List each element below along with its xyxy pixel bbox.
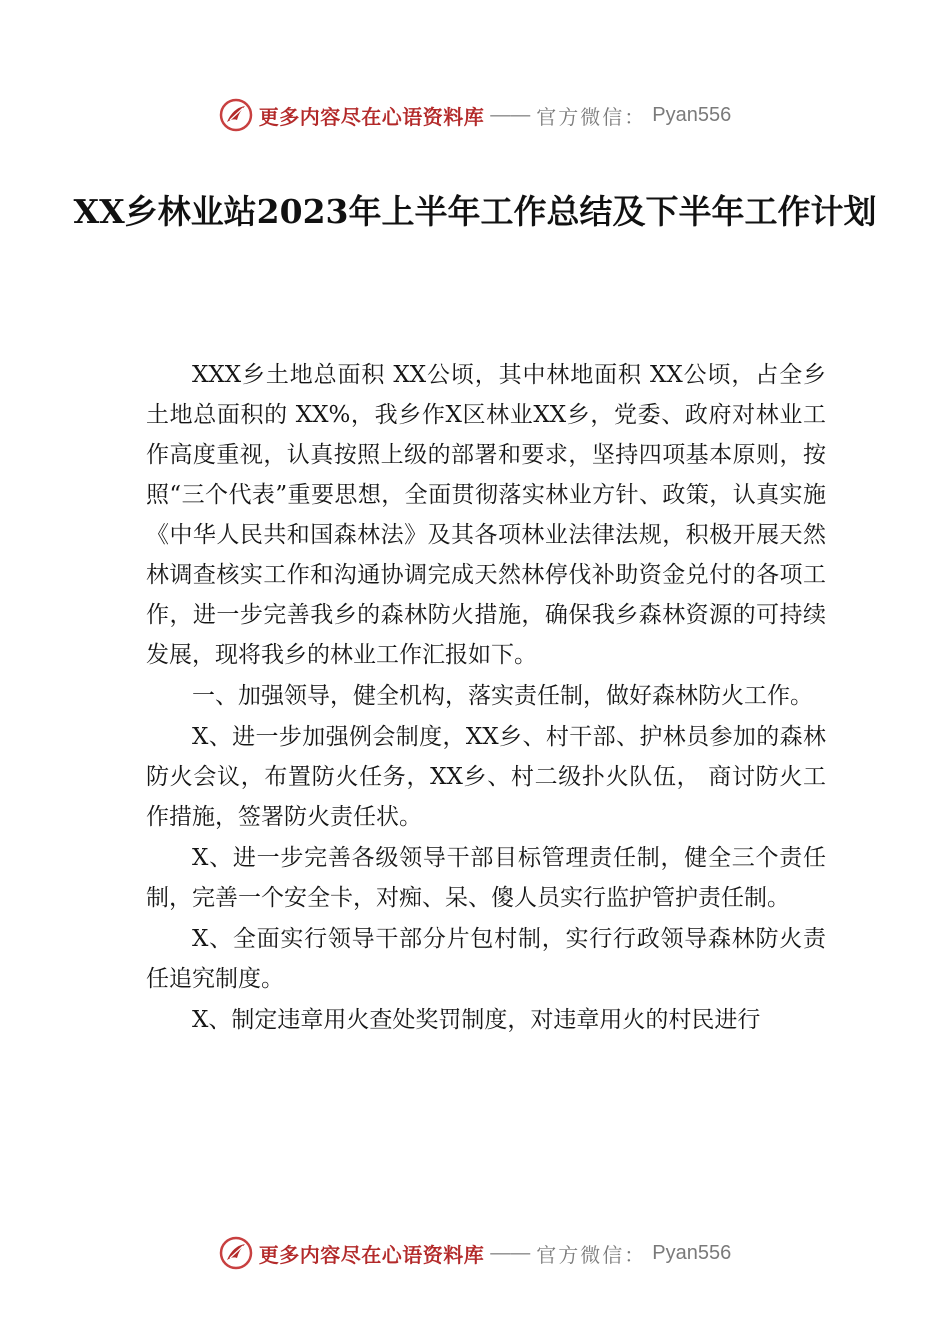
wechat-id: Pyan556 <box>652 1241 732 1264</box>
paragraph-item-1: X、进一步加强例会制度，XX乡、村干部、护林员参加的森林防火会议，布置防火任务，XX乡、村二级扑火队伍， 商讨防火工作措施，签署防火责任状。 <box>146 724 826 830</box>
paragraph-item-4: X、制定违章用火查处奖罚制度，对违章用火的村民进行 <box>192 1007 761 1033</box>
paragraph-intro: XXX乡土地总面积 XX公顷，其中林地面积 XX公顷，占全乡土地总面积的 XX%，我乡作X区林业XX乡，党委、政府对林业工作高度重视，认真按照上级的部署和要求，坚持四项基本原则，按照“三个代表”重要思想，全面贯彻落实林业方针、政策，认真实施《中华人民共和国森林法》及其各项林业法律法规，积极开展天然林调查核实工作和沟通协调完成天然林停伐补助资金兑付的各项工作，进一步完善我乡的森林防火措施，确保我乡森林资源的可持续发展，现将我乡的林业工作汇报如下。 <box>146 362 826 668</box>
wechat-id: Pyan556 <box>652 103 732 126</box>
promo-text: 更多内容尽在心语资料库 <box>258 104 485 129</box>
banner-separator: —— <box>490 1241 531 1264</box>
paragraph-item-2: X、进一步完善各级领导干部目标管理责任制，健全三个责任制，完善一个安全卡，对痴、呆、傻人员实行监护管护责任制。 <box>146 845 826 911</box>
brand-logo-icon <box>219 1236 253 1270</box>
wechat-label: 官方微信： <box>536 1242 647 1267</box>
brand-logo-icon <box>219 98 253 132</box>
paragraph-section-heading: 一、加强领导，健全机构，落实责任制，做好森林防火工作。 <box>192 683 813 709</box>
wechat-label: 官方微信： <box>536 104 647 129</box>
banner-separator: —— <box>490 103 531 126</box>
promo-text: 更多内容尽在心语资料库 <box>258 1242 485 1267</box>
header-banner <box>0 95 950 135</box>
document-body <box>146 355 826 1041</box>
footer-banner <box>0 1233 950 1273</box>
document-title: XX乡林业站2023年上半年工作总结及下半年工作计划 <box>73 192 877 231</box>
paragraph-item-3: X、全面实行领导干部分片包村制，实行行政领导森林防火责任追究制度。 <box>146 926 826 992</box>
